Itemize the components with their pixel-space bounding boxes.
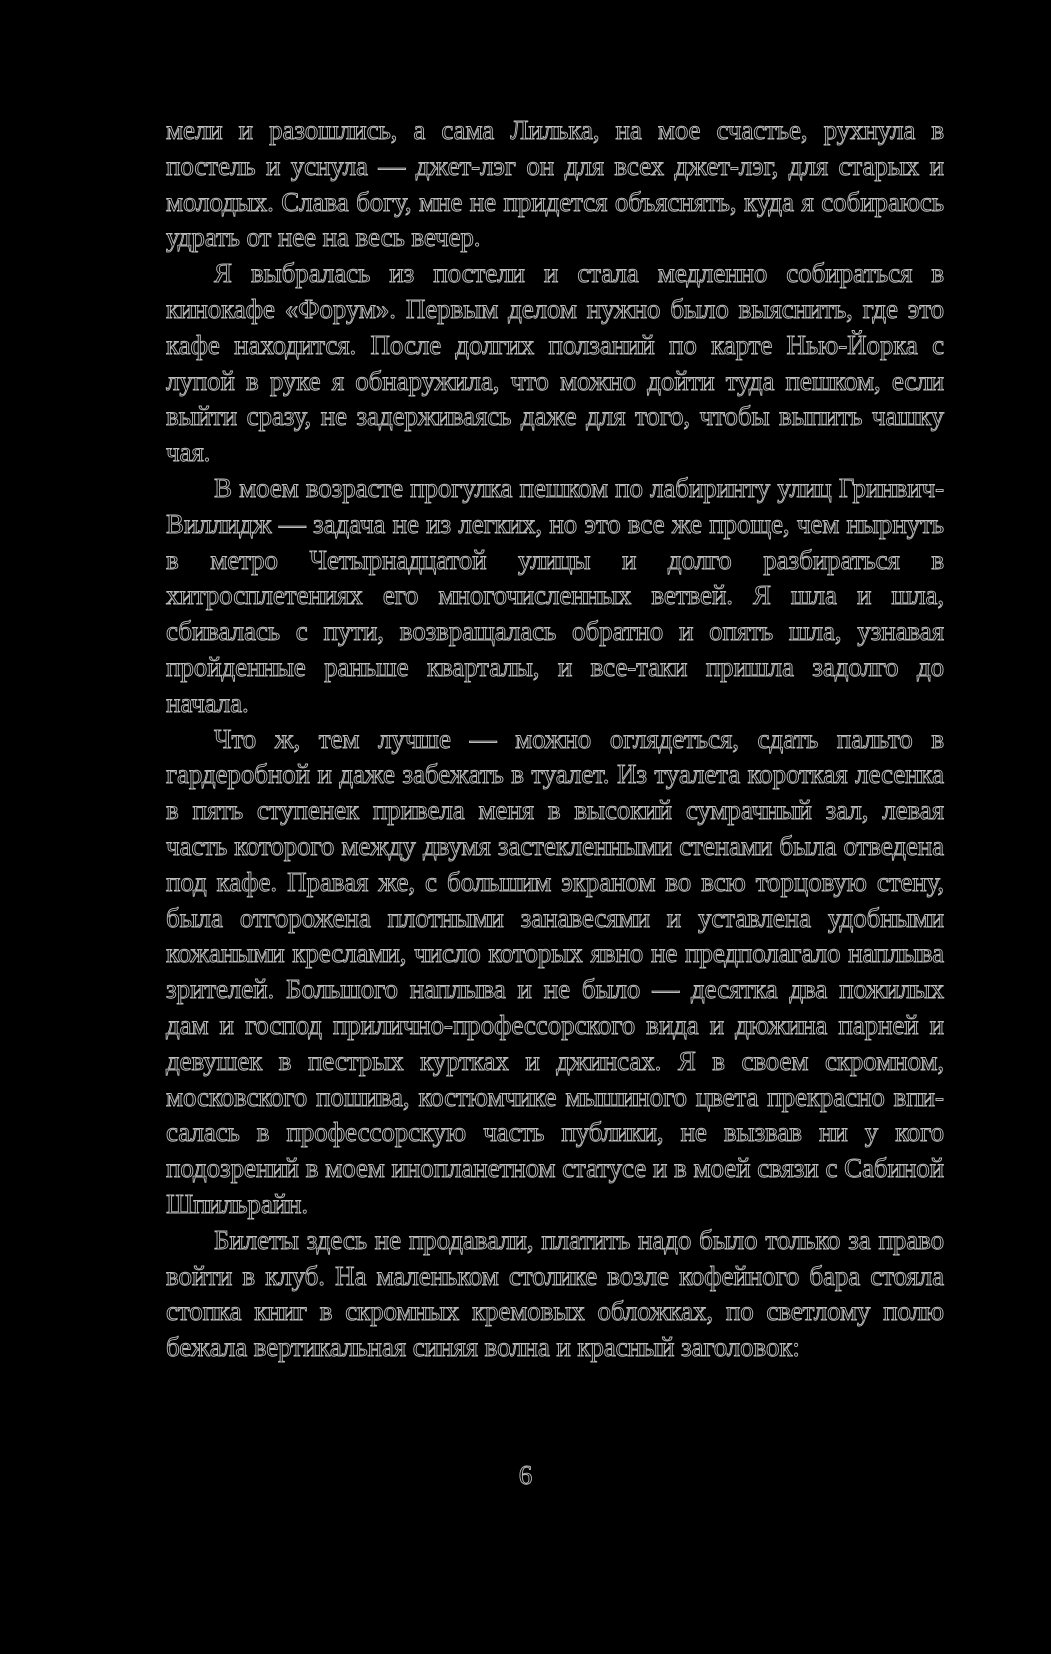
page-number: 6 [518,1460,533,1490]
paragraph-4: Что ж, тем лучше — можно оглядеться, сдать пальто в гардеробной и даже забежать в туалет. Из туалета короткая лесенка в пять ступенек привела меня в высокий сумрачный зал, левая часть которого между двумя застекленными стенами была отведена под кафе. Правая же, с большим экраном во всю торцовую стену, была отгорожена плотными занавесями и уставлена удобными кожаными креслами, число которых явно не предполагало наплыва зрителей. Большого наплыва и не было — десятка два пожилых дам и господ прилично-профессорского вида и дюжина парней и девушек в пестрых куртках и джинсах. Я в своем скромном, московского пошива, костюмчике мышиного цвета прекрасно вписалась в профессорскую часть публики, не вызвав ни у кого подозрений в моем инопланетном статусе и в моей связи с Сабиной Шпильрайн. [166,723,944,1219]
paragraph-3: В моем возрасте прогулка пешком по лабиринту улиц Гринвич-Виллидж — задача не из легких, но это все же проще, чем нырнуть в метро Четырнадцатой улицы и долго разбираться в хитросплетениях его многочисленных ветвей. Я шла и шла, сбивалась с пути, возвращалась обратно и опять шла, узнавая пройденные раньше кварталы, и все-таки пришла задолго до начала. [166,472,944,718]
paragraph-2: Я выбралась из постели и стала медленно собираться в кинокафе «Форум». Первым делом нужно было выяснить, где это кафе находится. После долгих ползаний по карте Нью-Йорка с лупой в руке я обнаружила, что можно дойти туда пешком, если выйти сразу, не задерживаясь даже для того, чтобы выпить чашку чая. [166,258,944,468]
paragraph-1: мели и разошлись, а сама Лилька, на мое счастье, рухнула в постель и уснула — джет-лэг он для всех джет-лэг, для старых и молодых. Слава богу, мне не придется объяснять, куда я собираюсь удрать от нее на весь вечер. [166,115,944,253]
body-text [166,113,944,1366]
paragraph-5: Билеты здесь не продавали, платить надо было только за право войти в клуб. На маленьком столике возле кофейного бара стояла стопка книг в скромных кремовых обложках, по светлому полю бежала вертикальная синяя волна и красный заголовок: [166,1224,944,1363]
